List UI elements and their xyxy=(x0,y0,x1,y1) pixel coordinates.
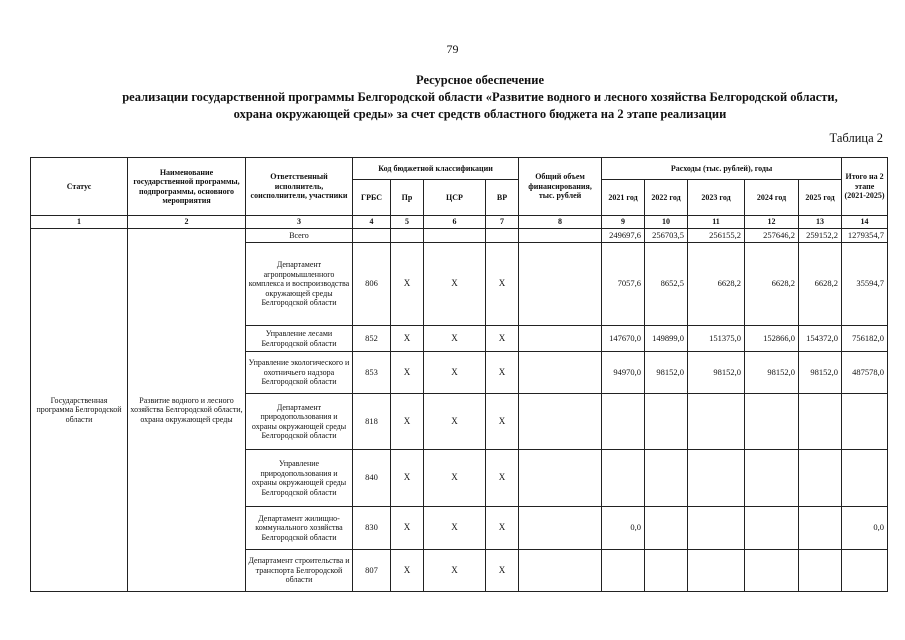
vr-cell: Х xyxy=(486,243,519,326)
csr-cell: Х xyxy=(424,450,486,507)
value-2021: 0,0 xyxy=(602,507,645,550)
title-line-1: Ресурсное обеспечение xyxy=(415,73,544,87)
value-2024: 152866,0 xyxy=(745,326,799,352)
header-2023: 2023 год xyxy=(688,180,745,216)
value-2022: 8652,5 xyxy=(645,243,688,326)
value-2023: 151375,0 xyxy=(688,326,745,352)
header-expenses: Расходы (тыс. рублей), годы xyxy=(602,158,842,180)
value-2022 xyxy=(645,450,688,507)
page-number: 79 xyxy=(446,42,459,56)
column-number: 7 xyxy=(486,216,519,229)
header-total-stage: Итого на 2 этапе (2021-2025) xyxy=(842,158,888,216)
value-2025: 259152,2 xyxy=(799,229,842,243)
value-2023: 98152,0 xyxy=(688,352,745,394)
grbs-cell: 852 xyxy=(353,326,391,352)
value-2021: 7057,6 xyxy=(602,243,645,326)
column-number: 14 xyxy=(842,216,888,229)
csr-cell: Х xyxy=(424,507,486,550)
value-2022: 98152,0 xyxy=(645,352,688,394)
org-cell: Департамент агропромышленного комплекса и воспроизводства окружающей среды Белгородской области xyxy=(246,243,353,326)
grbs-cell: 806 xyxy=(353,243,391,326)
status-cell: Государственная программа Белгородской области xyxy=(31,229,128,592)
org-cell: Департамент строительства и транспорта Белгородской области xyxy=(246,550,353,592)
vr-cell: Х xyxy=(486,550,519,592)
grbs-cell: 840 xyxy=(353,450,391,507)
value-2021: 94970,0 xyxy=(602,352,645,394)
title-line-2: реализации государственной программы Белгородской области «Развитие водного и лесного хозяйства Белгородской области, xyxy=(122,90,838,104)
column-number: 8 xyxy=(519,216,602,229)
value-2021: 249697,6 xyxy=(602,229,645,243)
value-2021 xyxy=(602,550,645,592)
title-line-3: охрана окружающей среды» за счет средств областного бюджета на 2 этапе реализации xyxy=(233,107,727,121)
document-title xyxy=(40,72,905,123)
value-2023 xyxy=(688,450,745,507)
vr-cell: Х xyxy=(486,326,519,352)
value-2024: 6628,2 xyxy=(745,243,799,326)
value-2022: 256703,5 xyxy=(645,229,688,243)
pr-cell: Х xyxy=(391,326,424,352)
org-cell: Управление лесами Белгородской области xyxy=(246,326,353,352)
pr-cell: Х xyxy=(391,243,424,326)
pr-cell: Х xyxy=(391,352,424,394)
value-2023 xyxy=(688,507,745,550)
column-number: 3 xyxy=(246,216,353,229)
pr-cell xyxy=(391,229,424,243)
csr-cell: Х xyxy=(424,394,486,450)
vr-cell: Х xyxy=(486,394,519,450)
total-volume-cell xyxy=(519,352,602,394)
value-2025: 6628,2 xyxy=(799,243,842,326)
header-vr: ВР xyxy=(486,180,519,216)
value-sum: 35594,7 xyxy=(842,243,888,326)
header-total-volume: Общий объем финансирования, тыс. рублей xyxy=(519,158,602,216)
column-number: 6 xyxy=(424,216,486,229)
header-name: Наименование государственной программы, подпрограммы, основного мероприятия xyxy=(128,158,246,216)
grbs-cell: 807 xyxy=(353,550,391,592)
program-name-cell: Развитие водного и лесного хозяйства Белгородской области, охрана окружающей среды xyxy=(128,229,246,592)
resource-table xyxy=(30,157,888,592)
value-2022 xyxy=(645,550,688,592)
header-2025: 2025 год xyxy=(799,180,842,216)
total-volume-cell xyxy=(519,326,602,352)
value-2023: 256155,2 xyxy=(688,229,745,243)
value-sum: 487578,0 xyxy=(842,352,888,394)
org-cell: Департамент жилищно-коммунального хозяйства Белгородской области xyxy=(246,507,353,550)
value-2023: 6628,2 xyxy=(688,243,745,326)
value-2025: 98152,0 xyxy=(799,352,842,394)
csr-cell: Х xyxy=(424,326,486,352)
column-number: 1 xyxy=(31,216,128,229)
column-number: 4 xyxy=(353,216,391,229)
value-2025 xyxy=(799,507,842,550)
value-2024 xyxy=(745,450,799,507)
vr-cell: Х xyxy=(486,450,519,507)
header-grbs: ГРБС xyxy=(353,180,391,216)
header-status: Статус xyxy=(31,158,128,216)
grbs-cell xyxy=(353,229,391,243)
value-2021: 147670,0 xyxy=(602,326,645,352)
header-2021: 2021 год xyxy=(602,180,645,216)
value-sum: 756182,0 xyxy=(842,326,888,352)
value-sum: 0,0 xyxy=(842,507,888,550)
csr-cell xyxy=(424,229,486,243)
grbs-cell: 818 xyxy=(353,394,391,450)
org-cell: Управление природопользования и охраны окружающей среды Белгородской области xyxy=(246,450,353,507)
total-volume-cell xyxy=(519,229,602,243)
org-cell: Департамент природопользования и охраны окружающей среды Белгородской области xyxy=(246,394,353,450)
value-2025 xyxy=(799,394,842,450)
value-sum xyxy=(842,450,888,507)
column-number: 5 xyxy=(391,216,424,229)
header-2022: 2022 год xyxy=(645,180,688,216)
vr-cell: Х xyxy=(486,352,519,394)
value-2022 xyxy=(645,507,688,550)
value-2024: 98152,0 xyxy=(745,352,799,394)
value-2021 xyxy=(602,450,645,507)
value-2024: 257646,2 xyxy=(745,229,799,243)
total-volume-cell xyxy=(519,550,602,592)
value-2025 xyxy=(799,450,842,507)
total-volume-cell xyxy=(519,243,602,326)
total-volume-cell xyxy=(519,394,602,450)
grbs-cell: 830 xyxy=(353,507,391,550)
csr-cell: Х xyxy=(424,243,486,326)
value-2024 xyxy=(745,394,799,450)
pr-cell: Х xyxy=(391,507,424,550)
pr-cell: Х xyxy=(391,394,424,450)
column-number: 2 xyxy=(128,216,246,229)
pr-cell: Х xyxy=(391,450,424,507)
pr-cell: Х xyxy=(391,550,424,592)
csr-cell: Х xyxy=(424,352,486,394)
value-2021 xyxy=(602,394,645,450)
column-number: 9 xyxy=(602,216,645,229)
value-sum: 1279354,7 xyxy=(842,229,888,243)
header-2024: 2024 год xyxy=(745,180,799,216)
value-sum xyxy=(842,550,888,592)
header-csr: ЦСР xyxy=(424,180,486,216)
column-number: 13 xyxy=(799,216,842,229)
value-sum xyxy=(842,394,888,450)
value-2024 xyxy=(745,507,799,550)
total-volume-cell xyxy=(519,507,602,550)
vr-cell: Х xyxy=(486,507,519,550)
value-2025: 154372,0 xyxy=(799,326,842,352)
table-label: Таблица 2 xyxy=(829,131,883,145)
value-2022: 149899,0 xyxy=(645,326,688,352)
header-responsible: Ответственный исполнитель, соисполнители, участники xyxy=(246,158,353,216)
csr-cell: Х xyxy=(424,550,486,592)
value-2023 xyxy=(688,550,745,592)
column-number: 11 xyxy=(688,216,745,229)
value-2023 xyxy=(688,394,745,450)
column-number: 12 xyxy=(745,216,799,229)
total-volume-cell xyxy=(519,450,602,507)
grbs-cell: 853 xyxy=(353,352,391,394)
header-budget-code: Код бюджетной классификации xyxy=(353,158,519,180)
value-2024 xyxy=(745,550,799,592)
vr-cell xyxy=(486,229,519,243)
org-cell: Всего xyxy=(246,229,353,243)
org-cell: Управление экологического и охотничьего надзора Белгородской области xyxy=(246,352,353,394)
header-pr: Пр xyxy=(391,180,424,216)
column-number: 10 xyxy=(645,216,688,229)
value-2022 xyxy=(645,394,688,450)
table-row xyxy=(31,229,888,243)
value-2025 xyxy=(799,550,842,592)
